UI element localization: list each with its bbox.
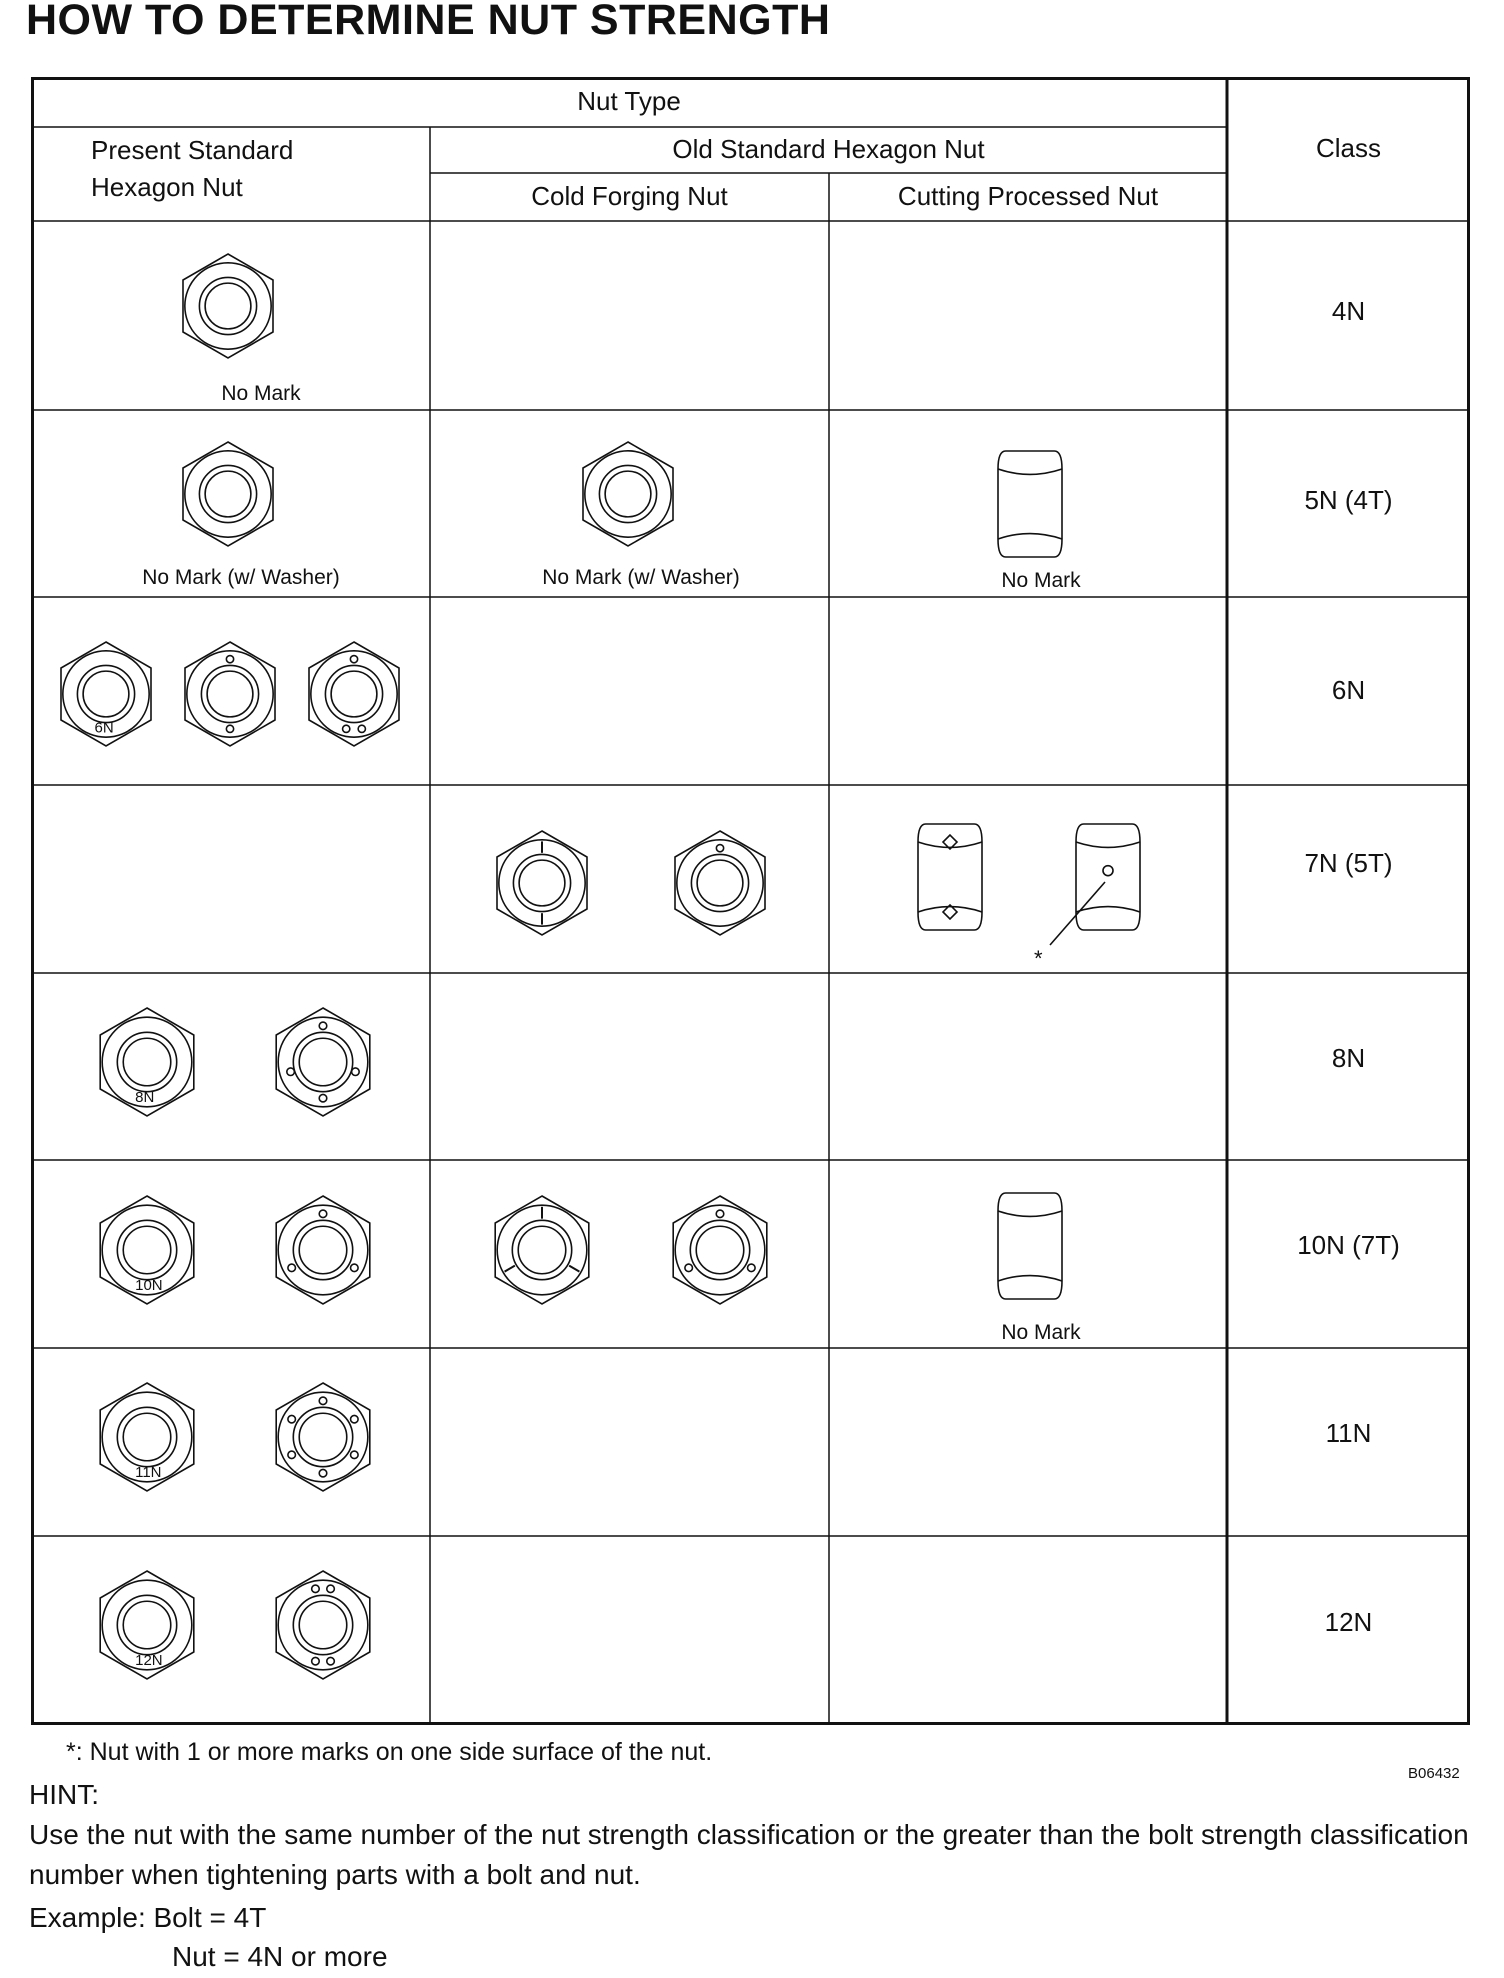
hex-nut-icon — [259, 998, 387, 1126]
hex-nut-icon — [44, 632, 168, 756]
nut-caption: No Mark — [1001, 569, 1081, 592]
hex-nut-icon — [656, 1186, 784, 1314]
header-old-standard: Old Standard Hexagon Nut — [672, 134, 985, 164]
class-label: 12N — [1324, 1607, 1373, 1637]
hex-nut-icon — [292, 632, 416, 756]
class-label: 6N — [1331, 675, 1366, 705]
hex-nut-icon — [658, 821, 782, 945]
class-label: 5N (4T) — [1304, 485, 1393, 515]
example-nut: Nut = 4N or more — [172, 1941, 388, 1972]
header-cutting-processed: Cutting Processed Nut — [897, 181, 1159, 211]
nut-strength-mark: 6N — [94, 719, 114, 737]
example-bolt: Example: Bolt = 4T — [29, 1902, 267, 1933]
header-nut-type: Nut Type — [577, 86, 681, 116]
nut-caption: No Mark — [1001, 1321, 1081, 1344]
nut-strength-mark: 8N — [135, 1088, 155, 1106]
nut-caption: No Mark — [221, 382, 301, 405]
header-cold-forging: Cold Forging Nut — [531, 181, 728, 211]
header-present-standard: Present Standard Hexagon Nut — [91, 135, 294, 202]
hex-nut-icon — [259, 1561, 387, 1689]
footnote: *: Nut with 1 or more marks on one side surface of the nut. — [66, 1738, 713, 1766]
hint-label: HINT: — [29, 1779, 99, 1810]
class-label: 4N — [1331, 296, 1366, 326]
side-view-nut-icon — [988, 441, 1072, 567]
class-label: 7N (5T) — [1304, 848, 1393, 878]
hex-nut-icon — [566, 432, 690, 556]
hex-nut-icon — [166, 432, 290, 556]
hex-nut-icon — [83, 1186, 211, 1314]
hex-nut-icon — [83, 1561, 211, 1689]
figure-code: B06432 — [1408, 1765, 1460, 1782]
hex-nut-icon — [259, 1373, 387, 1501]
class-label: 11N — [1325, 1418, 1372, 1448]
nut-strength-mark: 12N — [135, 1651, 163, 1669]
side-view-nut-icon — [908, 814, 992, 940]
hex-nut-icon — [480, 821, 604, 945]
nut-strength-mark: 10N — [135, 1276, 163, 1294]
page-title: HOW TO DETERMINE NUT STRENGTH — [26, 0, 831, 44]
hint-text: Use the nut with the same number of the nut strength classification or the greater than the bolt strength classification number when tightening parts with a bolt and nut. — [29, 1819, 1469, 1890]
hex-nut-icon — [83, 1373, 211, 1501]
hex-nut-icon — [259, 1186, 387, 1314]
asterisk-mark: * — [1034, 946, 1043, 970]
hex-nut-icon — [166, 244, 290, 368]
hex-nut-icon — [168, 632, 292, 756]
hex-nut-icon — [478, 1186, 606, 1314]
nut-caption: No Mark (w/ Washer) — [142, 566, 340, 589]
hex-nut-icon — [83, 998, 211, 1126]
side-view-nut-icon — [988, 1183, 1072, 1309]
leader-line — [1030, 870, 1150, 970]
nut-caption: No Mark (w/ Washer) — [542, 566, 740, 589]
class-label: 8N — [1331, 1043, 1366, 1073]
header-class: Class — [1315, 133, 1381, 163]
class-label: 10N (7T) — [1297, 1230, 1400, 1260]
nut-strength-mark: 11N — [135, 1463, 162, 1481]
